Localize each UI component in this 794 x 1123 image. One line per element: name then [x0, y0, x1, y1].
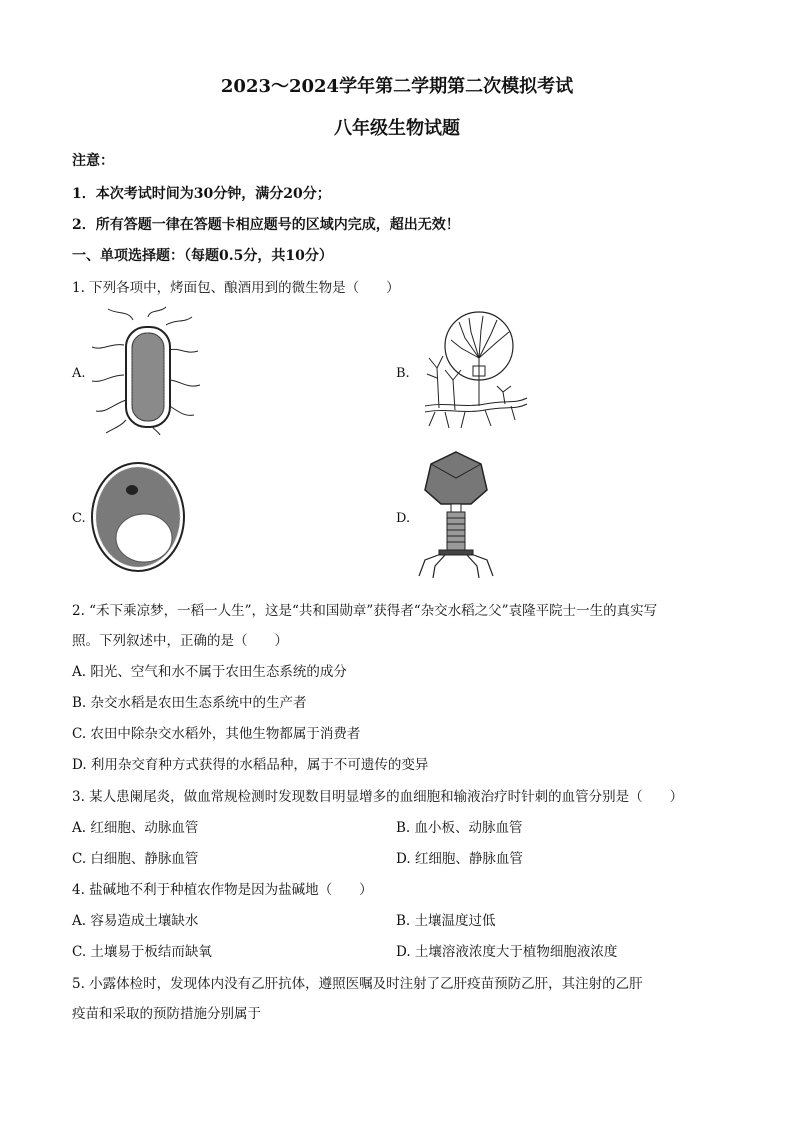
bacterium-icon: [88, 305, 203, 439]
q4-option-b: B. 土壤温度过低: [396, 913, 496, 929]
q1-option-a-label: A.: [72, 366, 86, 381]
notice-label: 注意：: [72, 153, 114, 169]
notice-item-1: 1．本次考试时间为30分钟，满分20分；: [72, 186, 331, 202]
exam-subtitle: 八年级生物试题: [334, 118, 460, 139]
q2-stem-line-2: 照。下列叙述中，正确的是（ ）: [72, 633, 288, 649]
section-heading: 一、单项选择题：（每题0.5分，共10分）: [72, 248, 333, 264]
q3-option-c: C. 白细胞、静脉血管: [72, 851, 199, 867]
q3-option-b: B. 血小板、动脉血管: [396, 820, 523, 836]
q4-option-d: D. 土壤溶液浓度大于植物细胞液浓度: [396, 944, 618, 960]
q4-option-a: A. 容易造成土壤缺水: [72, 913, 199, 929]
exam-title: 2023～2024学年第二学期第二次模拟考试: [220, 76, 574, 97]
notice-item-2: 2．所有答题一律在答题卡相应题号的区域内完成，超出无效！: [72, 217, 460, 233]
q4-option-c: C. 土壤易于板结而缺氧: [72, 944, 212, 960]
q5-stem-line-2: 疫苗和采取的预防措施分别属于: [72, 1006, 261, 1022]
q2-option-b: B. 杂交水稻是农田生态系统中的生产者: [72, 695, 307, 711]
yeast-icon: [88, 460, 188, 579]
q1-stem: 1. 下列各项中，烤面包、酿酒用到的微生物是（ ）: [72, 280, 400, 296]
q1-option-d-label: D.: [396, 511, 411, 526]
q1-option-c-label: C.: [72, 511, 86, 526]
q1-option-b-label: B.: [396, 366, 410, 381]
q3-option-d: D. 红细胞、静脉血管: [396, 851, 523, 867]
mold-icon: [415, 308, 535, 442]
q3-stem: 3. 某人患阑尾炎，做血常规检测时发现数目明显增多的血细胞和输液治疗时针刺的血管分别是（ ）: [72, 789, 684, 805]
q2-option-d: D. 利用杂交育种方式获得的水稻品种，属于不可遗传的变异: [72, 757, 429, 773]
q4-stem: 4. 盐碱地不利于种植农作物是因为盐碱地（ ）: [72, 882, 373, 898]
bacteriophage-icon: [415, 450, 497, 584]
q2-stem-line-1: 2. “禾下乘凉梦，一稻一人生”，这是“共和国勋章”获得者“杂交水稻之父”袁隆平院士一生的真实写: [72, 603, 658, 619]
q2-option-c: C. 农田中除杂交水稻外，其他生物都属于消费者: [72, 726, 361, 742]
q2-option-a: A. 阳光、空气和水不属于农田生态系统的成分: [72, 664, 347, 680]
q3-option-a: A. 红细胞、动脉血管: [72, 820, 199, 836]
q5-stem-line-1: 5. 小露体检时，发现体内没有乙肝抗体，遵照医嘱及时注射了乙肝疫苗预防乙肝，其注射的乙肝: [72, 976, 643, 992]
